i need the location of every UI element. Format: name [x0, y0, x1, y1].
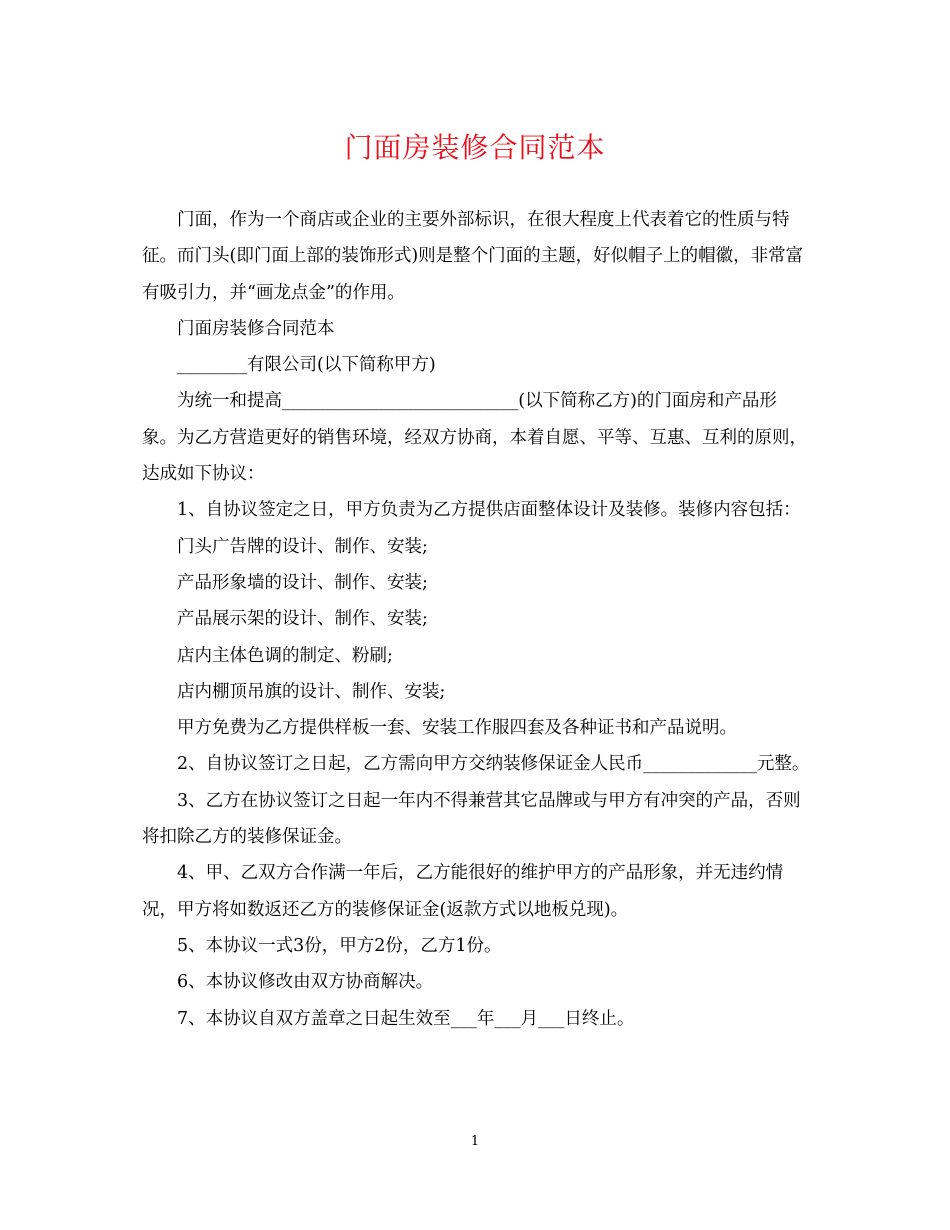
paragraph-subtitle: 门面房装修合同范本: [177, 318, 335, 339]
list-item-ceiling-flags: 店内棚顶吊旗的设计、制作、安装;: [177, 681, 446, 702]
list-item-color-scheme: 店内主体色调的制定、粉刷;: [177, 645, 393, 666]
document-title: 门面房装修合同范本: [344, 131, 606, 164]
paragraph-clause-5: 5、本协议一式3份，甲方2份，乙方1份。: [177, 935, 502, 956]
list-item-image-wall: 产品形象墙的设计、制作、安装;: [177, 572, 428, 593]
paragraph-clause-4: 4、甲、乙双方合作满一年后，乙方能很好的维护甲方的产品形象，并无违约情况，甲方将如数返还乙方的装修保证金(返款方式以地板兑现)。: [142, 863, 784, 920]
paragraph-clause-1: 1、自协议签定之日，甲方负责为乙方提供店面整体设计及装修。装修内容包括：: [177, 500, 801, 521]
page-number: 1: [470, 1134, 480, 1149]
paragraph-clause-3: 3、乙方在协议签订之日起一年内不得兼营其它品牌或与甲方有冲突的产品，否则将扣除乙方的装修保证金。: [142, 790, 801, 848]
paragraph-intro: 门面，作为一个商店或企业的主要外部标识，在很大程度上代表着它的性质与特征。而门头(即门面上部的装饰形式)则是整个门面的主题，好似帽子上的帽徽，非常富有吸引力，并“画龙点金”的作用。: [142, 210, 804, 303]
paragraph-free-supplies: 甲方免费为乙方提供样板一套、安装工作服四套及各种证书和产品说明。: [177, 718, 737, 739]
paragraph-clause-7: 7、本协议自双方盖章之日起生效至___年___月___日终止。: [177, 1008, 635, 1029]
paragraph-clause-2: 2、自协议签订之日起，乙方需向甲方交纳装修保证金人民币_____________元整。: [177, 754, 810, 775]
paragraph-party-a: ________有限公司(以下简称甲方): [177, 355, 436, 376]
list-item-signboard: 门头广告牌的设计、制作、安装;: [177, 536, 428, 557]
paragraph-clause-6: 6、本协议修改由双方协商解决。: [177, 972, 434, 993]
list-item-display-rack: 产品展示架的设计、制作、安装;: [177, 609, 428, 630]
paragraph-preamble: 为统一和提高___________________________(以下简称乙方)的门面房和产品形象。为乙方营造更好的销售环境，经双方协商，本着自愿、平等、互惠、互利的原则，达成如下协议：: [142, 391, 807, 485]
document-body: [142, 202, 810, 1037]
